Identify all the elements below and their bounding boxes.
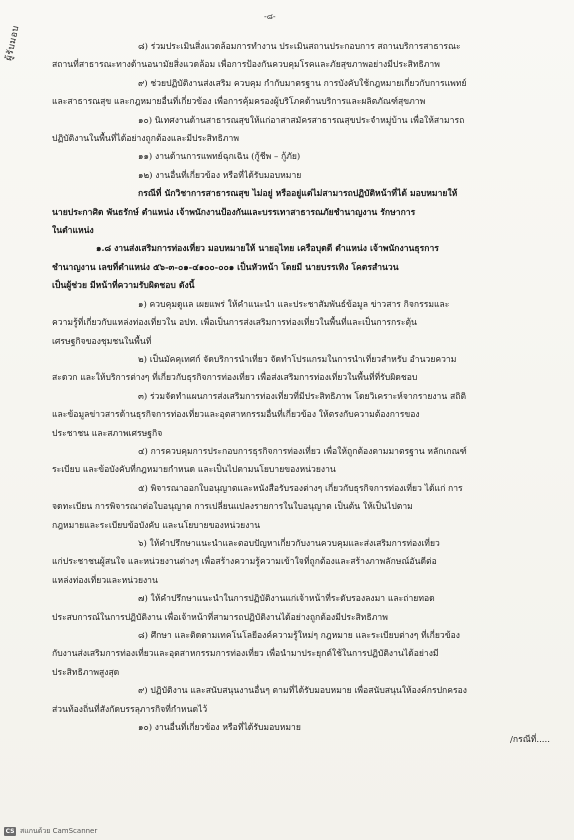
text-line: ประสบการณ์ในการปฏิบัติงาน เพื่อเจ้าหน้าที่สามารถปฏิบัติงานได้อย่างถูกต้องมีประสิทธิภาพ xyxy=(52,612,388,623)
text-line: แหล่งท่องเที่ยวและหน่วยงาน xyxy=(52,575,158,586)
text-line: ๑๐) งานอื่นที่เกี่ยวข้อง หรือที่ได้รับมอบหมาย xyxy=(138,723,301,734)
page-number: -๘- xyxy=(264,12,276,21)
text-line: ประสิทธิภาพสูงสุด xyxy=(52,667,120,678)
text-line: ส่วนท้องถิ่นที่สังกัดบรรลุภารกิจที่กำหนดไว้ xyxy=(52,704,208,715)
text-line: สถานที่สาธารณะทางด้านอนามัยสิ่งแวดล้อม เพื่อการป้องกันควบคุมโรคและภัยสุขภาพอย่างมีประสิทธิภาพ xyxy=(52,60,440,71)
text-line: ความรู้ที่เกี่ยวกับแหล่งท่องเที่ยวใน อปท. เพื่อเป็นการส่งเสริมการท่องเที่ยวในพื้นที่และเป็นการกระตุ้น xyxy=(52,318,417,329)
text-line: แก่ประชาชนผู้สนใจ และหน่วยงานต่างๆ เพื่อสร้างความรู้ความเข้าใจที่ถูกต้องและสร้างภาพลักษณ์อันดีต่อ xyxy=(52,557,437,568)
text-line: นายประกาศิต พันธรักษ์ ตำแหน่ง เจ้าพนักงานป้องกันและบรรเทาสาธารณภัยชำนาญงาน รักษาการ xyxy=(52,207,416,218)
text-line: ๑) ควบคุมดูแล เผยแพร่ ให้คำแนะนำ และประชาสัมพันธ์ข้อมูล ข่าวสาร กิจกรรมและ xyxy=(138,299,450,310)
text-line: ๓) ร่วมจัดทำแผนการส่งเสริมการท่องเที่ยวที่มีประสิทธิภาพ โดยวิเคราะห์จากรายงาน สถิติ xyxy=(138,391,467,402)
text-line: ๑๒) งานอื่นที่เกี่ยวข้อง หรือที่ได้รับมอบหมาย xyxy=(138,170,302,181)
text-line: ๒) เป็นมัคคุเทศก์ จัดบริการนำเที่ยว จัดทำโปรแกรมในการนำเที่ยวสำหรับ อำนวยความ xyxy=(138,354,457,365)
text-line: เป็นผู้ช่วย มีหน้าที่ความรับผิดชอบ ดังนี้ xyxy=(52,281,195,292)
text-line: ๕) พิจารณาออกใบอนุญาตและหนังสือรับรองต่างๆ เกี่ยวกับธุรกิจการท่องเที่ยว ได้แก่ การ xyxy=(138,483,463,494)
scanner-watermark xyxy=(4,826,97,837)
text-line: ชำนาญงาน เลขที่ตำแหน่ง ๕๖-๓-๐๑-๔๑๐๐-๐๐๑ เป็นหัวหน้า โดยมี นายบรรเทิง โคตรสำนวน xyxy=(52,262,399,273)
text-line: ๔) การควบคุมการประกอบการธุรกิจการท่องเที่ยว เพื่อให้ถูกต้องตามมาตรฐาน หลักเกณฑ์ xyxy=(138,446,467,457)
corner-stamp-text: ผู้รับมอบ xyxy=(4,24,22,62)
scanner-watermark-text: สแกนด้วย CamScanner xyxy=(20,827,98,835)
text-line: กรณีที่ นักวิชาการสาธารณสุข ไม่อยู่ หรืออยู่แต่ไม่สามารถปฏิบัติหน้าที่ได้ มอบหมายให้ xyxy=(138,189,458,200)
text-line: และสาธารณสุข และกฎหมายอื่นที่เกี่ยวข้อง เพื่อการคุ้มครองผู้บริโภคด้านบริการและผลิตภัณฑ์สุขภาพ xyxy=(52,97,426,108)
text-line: ๘) ร่วมประเมินสิ่งแวดล้อมการทำงาน ประเมินสถานประกอบการ สถานบริการสาธารณะ xyxy=(138,42,461,52)
text-line: ปฏิบัติงานในพื้นที่ได้อย่างถูกต้องและมีประสิทธิภาพ xyxy=(52,134,239,145)
text-line: ๖) ให้คำปรึกษาแนะนำและตอบปัญหาเกี่ยวกับงานควบคุมและส่งเสริมการท่องเที่ยว xyxy=(138,538,440,549)
text-line: ในตำแหน่ง xyxy=(52,226,94,237)
text-line: ๑๑) งานด้านการแพทย์ฉุกเฉิน (กู้ชีพ – กู้ภัย) xyxy=(138,152,301,163)
text-line: ๑๐) นิเทศงานด้านสาธารณสุขให้แก่อาสาสมัครสาธารณสุขประจำหมู่บ้าน เพื่อให้สามารถ xyxy=(138,115,465,126)
text-line: ๘) ศึกษา และติดตามเทคโนโลยีองค์ความรู้ใหม่ๆ กฎหมาย และระเบียบต่างๆ ที่เกี่ยวข้อง xyxy=(138,631,460,641)
text-line: ๙) ปฏิบัติงาน และสนับสนุนงานอื่นๆ ตามที่ได้รับมอบหมาย เพื่อสนับสนุนให้องค์กรปกครอง xyxy=(138,686,467,697)
text-line: ๗) ให้คำปรึกษาแนะนำในการปฏิบัติงานแก่เจ้าหน้าที่ระดับรองลงมา และถ่ายทอด xyxy=(138,594,435,605)
text-line: ประชาชน และสภาพเศรษฐกิจ xyxy=(52,428,163,439)
text-line: และข้อมูลข่าวสารด้านธุรกิจการท่องเที่ยวและอุตสาหกรรมอื่นที่เกี่ยวข้อง ให้ตรงกับความต้องการของ xyxy=(52,410,420,421)
document-body xyxy=(52,38,552,737)
text-line: จดทะเบียน การพิจารณาต่อใบอนุญาต การเปลี่ยนแปลงรายการในใบอนุญาต เป็นต้น ให้เป็นไปตาม xyxy=(52,502,413,513)
text-line: ๑.๘ งานส่งเสริมการท่องเที่ยว มอบหมายให้ นายอุไทย เครือบุตดี ตำแหน่ง เจ้าพนักงานธุรการ xyxy=(96,244,439,255)
text-line: ๙) ช่วยปฏิบัติงานส่งเสริม ควบคุม กำกับมาตรฐาน การบังคับใช้กฎหมายเกี่ยวกับการแพทย์ xyxy=(138,78,467,89)
text-line: กับงานส่งเสริมการท่องเที่ยวและอุตสาหกรรมการท่องเที่ยว เพื่อนำมาประยุกต์ใช้ในการปฏิบัติงานได้อย่างมี xyxy=(52,649,439,660)
text-line: ระเบียบ และข้อบังคับที่กฎหมายกำหนด และเป็นไปตามนโยบายของหน่วยงาน xyxy=(52,465,336,476)
camscanner-logo-icon: CS xyxy=(5,828,15,835)
text-line: เศรษฐกิจของชุมชนในพื้นที่ xyxy=(52,336,152,347)
continuation-marker: /กรณีที่..... xyxy=(509,735,550,745)
text-line: กฎหมายและระเบียบข้อบังคับ และนโยบายของหน่วยงาน xyxy=(52,520,261,531)
text-line: สะดวก และให้บริการต่างๆ ที่เกี่ยวกับธุรกิจการท่องเที่ยว เพื่อส่งเสริมการท่องเที่ยวในพื้นที่ที่รับผิดชอบ xyxy=(52,373,418,384)
